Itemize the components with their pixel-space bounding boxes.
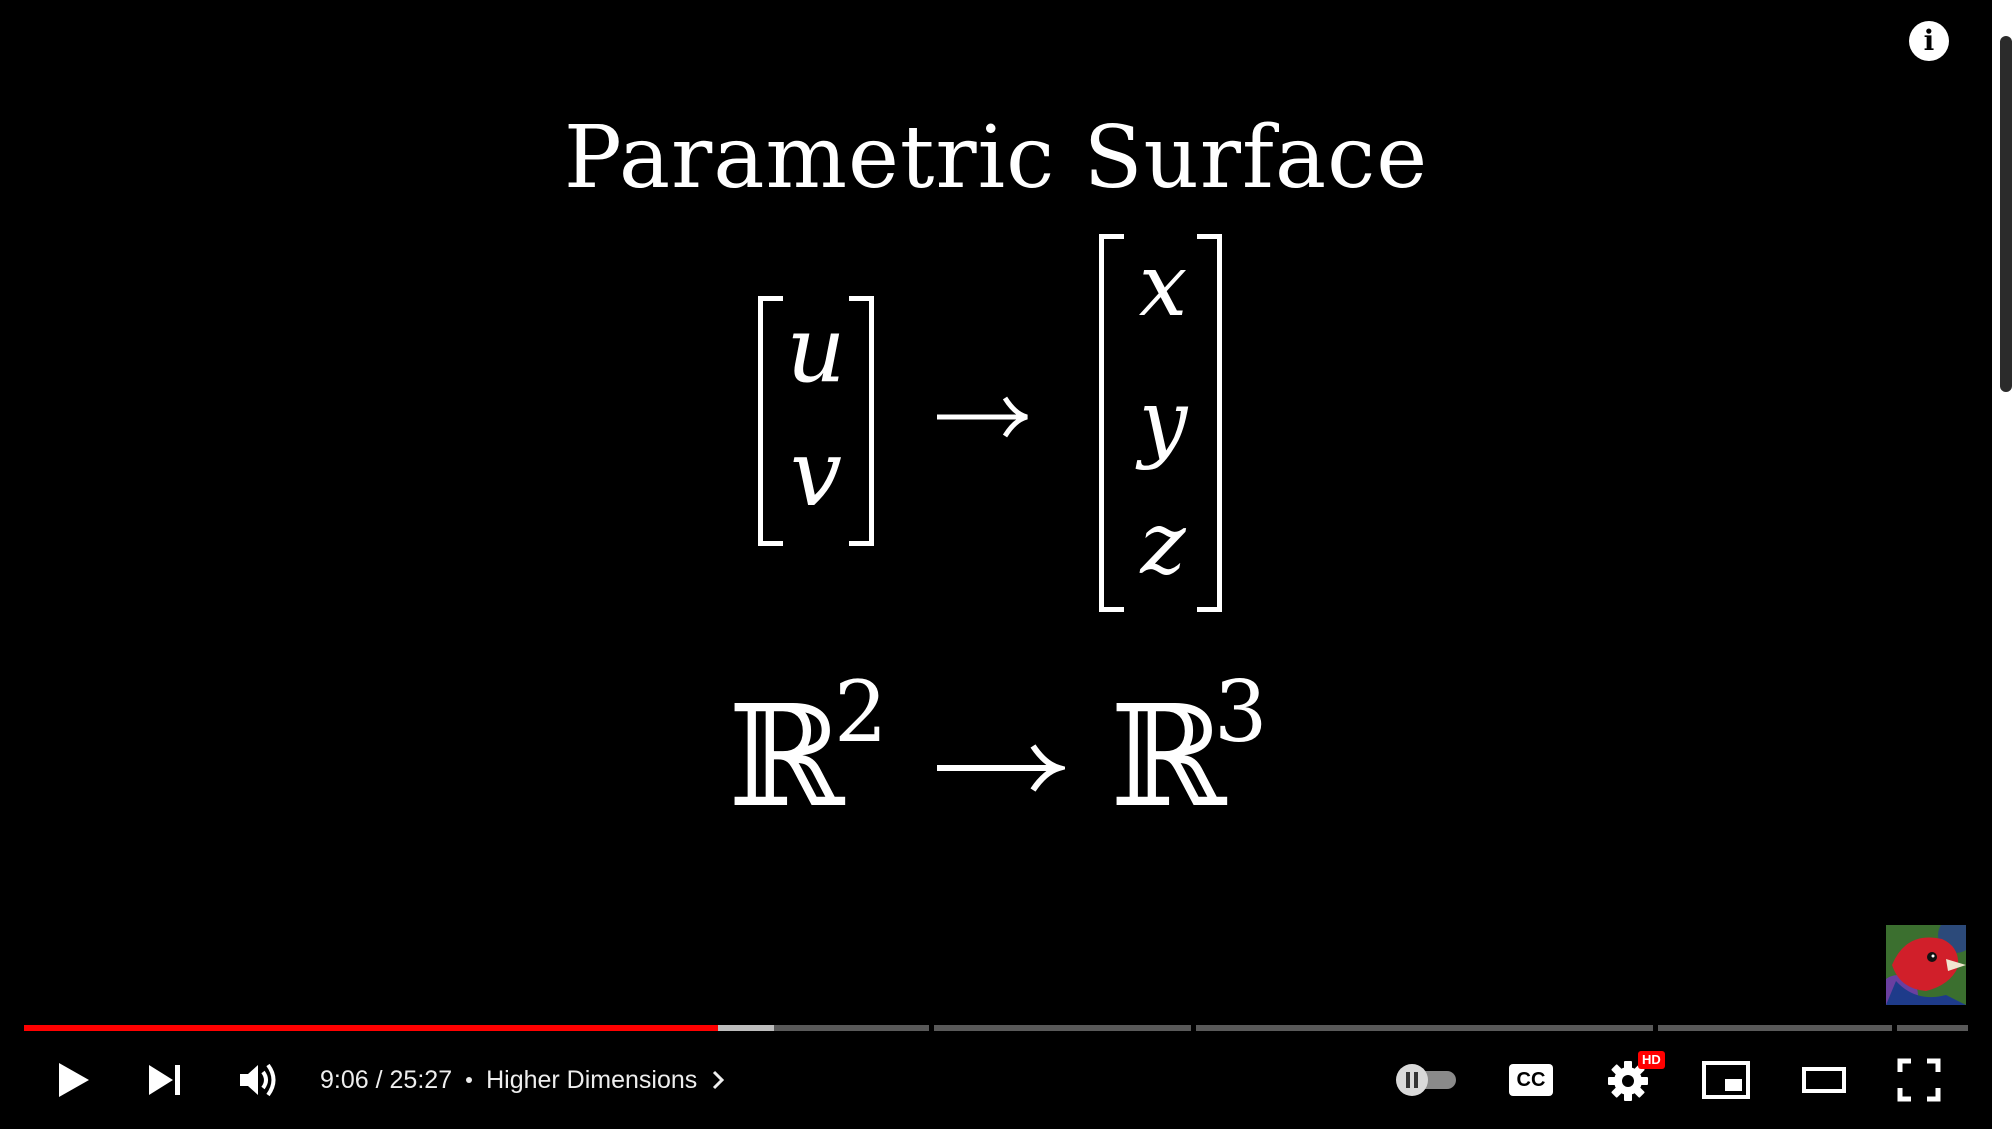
codomain-space: ℝ — [1110, 676, 1227, 839]
domain-space: ℝ — [728, 676, 845, 839]
output-bracket-left — [1099, 234, 1124, 612]
theater-mode-button[interactable] — [1797, 1060, 1851, 1100]
map-arrow-vector — [935, 392, 1031, 442]
autoplay-toggle[interactable] — [1390, 1060, 1460, 1100]
output-y: y — [1138, 372, 1188, 472]
autoplay-toggle-icon — [1390, 1060, 1460, 1100]
theater-mode-icon — [1802, 1067, 1846, 1093]
chapter-segment[interactable] — [1897, 1025, 1968, 1031]
input-bracket-left — [758, 296, 783, 546]
play-icon — [55, 1060, 91, 1100]
codomain-exponent: 3 — [1214, 663, 1268, 761]
played-bar — [24, 1025, 718, 1031]
fullscreen-icon — [1897, 1058, 1941, 1102]
input-v: v — [790, 420, 842, 527]
map-arrow-space — [935, 740, 1065, 796]
bird-avatar-icon — [1886, 925, 1966, 1005]
input-bracket-right — [849, 296, 874, 546]
play-button[interactable] — [48, 1055, 98, 1105]
output-bracket-right — [1197, 234, 1222, 612]
duration: 25:27 — [389, 1066, 453, 1094]
input-u: u — [786, 296, 846, 403]
time-display — [320, 1061, 725, 1099]
volume-button[interactable] — [234, 1055, 284, 1105]
chapter-title[interactable]: Higher Dimensions — [486, 1066, 698, 1094]
chapter-segment[interactable] — [1196, 1025, 1653, 1031]
miniplayer-button[interactable] — [1700, 1056, 1752, 1104]
channel-watermark-avatar[interactable] — [1886, 925, 1966, 1005]
chapter-segment[interactable] — [934, 1025, 1191, 1031]
separator-dot — [466, 1077, 472, 1083]
time-separator: / — [375, 1066, 383, 1094]
current-time: 9:06 — [320, 1066, 369, 1094]
domain-exponent: 2 — [834, 663, 888, 761]
info-icon[interactable]: i — [1909, 21, 1949, 61]
slide-title: Parametric Surface — [563, 108, 1429, 208]
volume-icon — [238, 1060, 280, 1100]
scrollbar-thumb[interactable] — [2000, 36, 2012, 392]
cc-icon: CC — [1509, 1064, 1553, 1096]
fullscreen-button[interactable] — [1894, 1056, 1944, 1104]
next-button[interactable] — [140, 1055, 190, 1105]
chapter-segment[interactable] — [1658, 1025, 1892, 1031]
output-x: x — [1138, 236, 1188, 336]
output-z: z — [1140, 494, 1186, 594]
skip-next-icon — [146, 1062, 184, 1098]
miniplayer-icon — [1701, 1060, 1751, 1100]
chevron-right-icon[interactable] — [711, 1069, 725, 1091]
hd-badge: HD — [1638, 1051, 1665, 1069]
progress-bar[interactable] — [24, 1025, 1968, 1031]
captions-button[interactable] — [1504, 1058, 1558, 1102]
